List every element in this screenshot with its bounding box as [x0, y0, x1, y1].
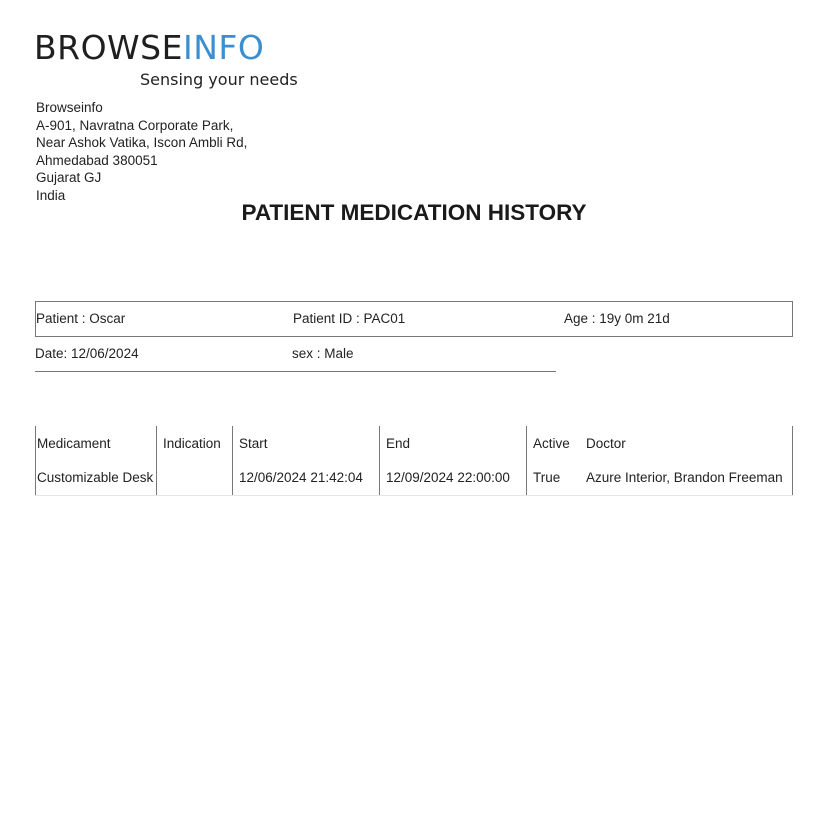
record-date: Date: 12/06/2024	[35, 346, 139, 361]
logo-blue-part: INFO	[182, 28, 265, 67]
medication-table	[35, 426, 793, 496]
document-title: PATIENT MEDICATION HISTORY	[241, 200, 587, 225]
cell-doctor: Azure Interior, Brandon Freeman	[580, 460, 793, 496]
column-header-doctor: Doctor	[580, 426, 793, 460]
cell-start: 12/06/2024 21:42:04	[233, 460, 380, 496]
company-address	[36, 99, 247, 204]
cell-indication	[157, 460, 233, 496]
logo-wordmark	[34, 30, 264, 66]
patient-age: Age : 19y 0m 21d	[564, 311, 670, 326]
cell-medicament: Customizable Desk	[36, 460, 157, 496]
patient-name: Patient : Oscar	[36, 311, 126, 326]
column-header-indication: Indication	[157, 426, 233, 460]
patient-info-row	[35, 337, 556, 372]
table-row	[36, 460, 793, 496]
address-line: Near Ashok Vatika, Iscon Ambli Rd,	[36, 135, 248, 150]
column-header-end: End	[380, 426, 527, 460]
cell-active: True	[527, 460, 581, 496]
patient-info-row	[35, 301, 793, 337]
company-logo	[34, 28, 298, 92]
column-header-start: Start	[233, 426, 380, 460]
cell-end: 12/09/2024 22:00:00	[380, 460, 527, 496]
logo-dark-part: BROWSE	[34, 28, 183, 67]
column-header-active: Active	[527, 426, 581, 460]
address-line: Gujarat GJ	[36, 170, 102, 185]
patient-info	[35, 301, 793, 372]
column-header-medicament: Medicament	[36, 426, 157, 460]
patient-id: Patient ID : PAC01	[293, 311, 406, 326]
table-header-row	[36, 426, 793, 460]
address-line: A-901, Navratna Corporate Park,	[36, 117, 234, 133]
address-line: Ahmedabad 380051	[36, 152, 158, 168]
logo-tagline: Sensing your needs	[140, 70, 298, 89]
patient-sex: sex : Male	[292, 346, 354, 361]
company-name: Browseinfo	[36, 100, 103, 115]
address-line: India	[36, 187, 66, 203]
